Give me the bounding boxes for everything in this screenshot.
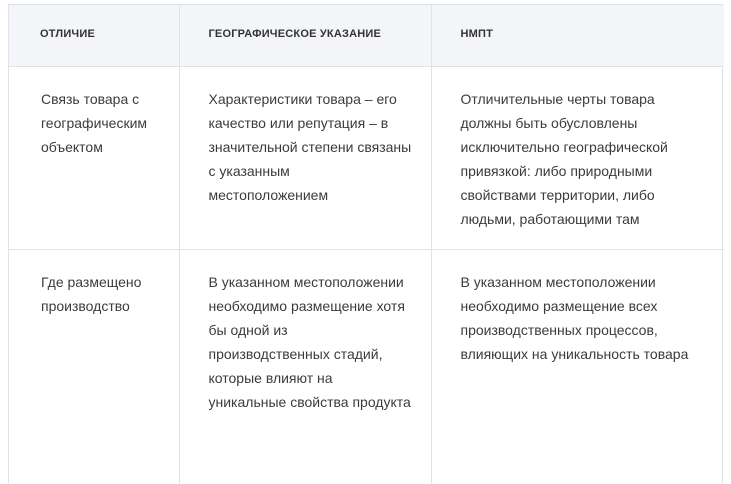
- row-label: Связь товара с географическим объектом: [9, 66, 179, 249]
- comparison-table: [9, 5, 724, 484]
- appellation-of-origin-cell: В указанном местоположении необходимо размещение всех производственных процессов, влияющих на уникальность товара: [431, 249, 724, 484]
- header-appellation-of-origin: НМПТ: [431, 5, 724, 66]
- table-header-row: [9, 5, 724, 66]
- geographical-indication-cell: В указанном местоположении необходимо размещение хотя бы одной из производственных стадий, которые влияют на уникальные свойства продукта: [179, 249, 431, 484]
- appellation-of-origin-cell: Отличительные черты товара должны быть обусловлены исключительно географической привязкой: либо природными свойствами территории, либо людьми, работающими там: [431, 66, 724, 249]
- header-difference: ОТЛИЧИЕ: [9, 5, 179, 66]
- header-geographical-indication: ГЕОГРАФИЧЕСКОЕ УКАЗАНИЕ: [179, 5, 431, 66]
- geographical-indication-cell: Характеристики товара – его качество или репутация – в значительной степени связаны с указанным местоположением: [179, 66, 431, 249]
- row-label: Где размещено производство: [9, 249, 179, 484]
- table-row: [9, 249, 724, 484]
- comparison-table-container: [8, 4, 723, 483]
- table-row: [9, 66, 724, 249]
